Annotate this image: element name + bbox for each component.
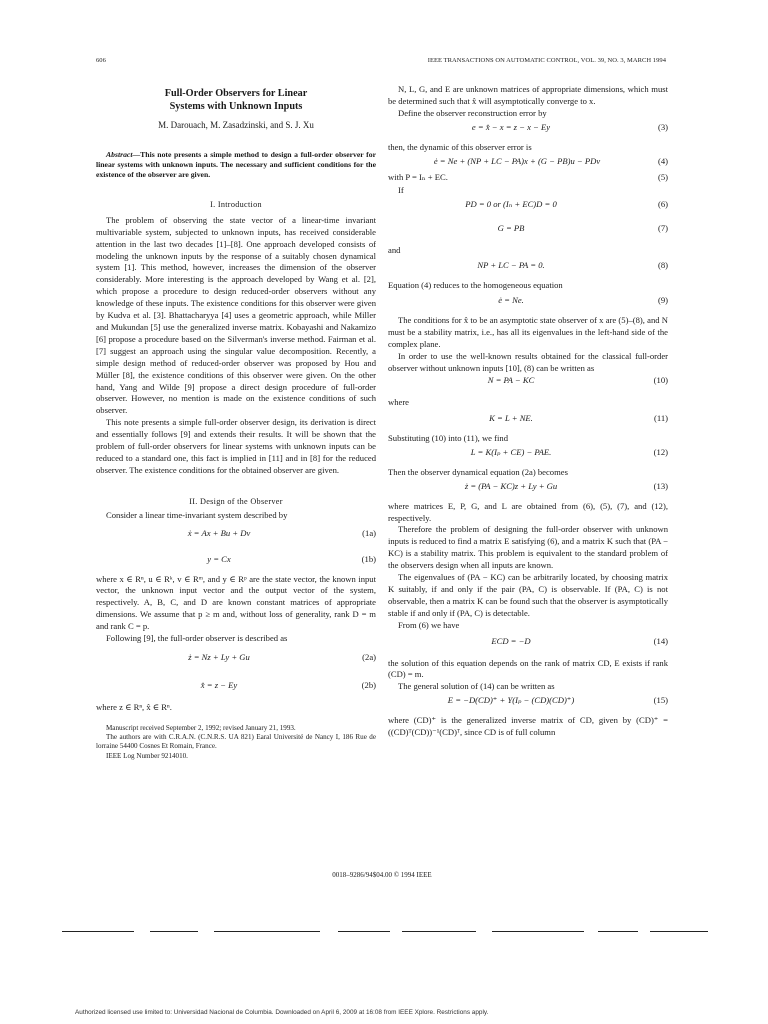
equation-expression: L = K(Iₚ + CE) − PAE. — [470, 446, 552, 457]
equation-15 — [388, 695, 668, 713]
equation-number: (15) — [653, 695, 668, 706]
intro-paragraph-2: This note presents a simple full-order observer design, its derivation is direct and essentially follows [9] and extends their results. It will be shown that the problem of full-order observers for linear systems with unknown inputs can be reduced to a standard one, this fact is implied in [11] and in [8] for the reduced observer. The existence conditions for the obtained observer are given. — [96, 417, 376, 475]
right-paragraph-16: where (CD)⁺ is the generalized inverse matrix of CD, given by (CD)⁺ = ((CD)ᵀ(CD))⁻¹(CD)ᵀ, since CD is of full column — [388, 715, 668, 738]
right-paragraph-6: The conditions for x̂ to be an asymptotic state observer of x are (5)–(8), and N must be a stability matrix, i.e., has all its eigenvalues in the left-hand side of the complex plane. — [388, 315, 668, 350]
equation-expression: NP + LC − PA = 0. — [477, 260, 545, 271]
equation-number: (5) — [657, 171, 668, 182]
equation-expression: ECD = −D — [491, 635, 531, 646]
equation-2b — [96, 680, 376, 698]
equation-8 — [388, 260, 668, 278]
equation-number: (11) — [654, 412, 668, 423]
equation-13 — [388, 481, 668, 499]
right-paragraph-7: In order to use the well-known results obtained for the classical full-order observer without unknown inputs [10], (8) can be written as — [388, 351, 668, 373]
equation-number: (9) — [657, 295, 668, 306]
equation-2a — [96, 652, 376, 670]
equation-3 — [388, 122, 668, 140]
right-paragraph-5: Equation (4) reduces to the homogeneous equation — [388, 280, 563, 291]
equation-number: (1a) — [362, 527, 376, 538]
equation-4 — [388, 156, 668, 172]
equation-expression: ė = Ne. — [498, 295, 524, 306]
footnote-manuscript: Manuscript received September 2, 1992; revised January 21, 1993. — [106, 723, 296, 732]
page-number: 606 — [96, 57, 106, 64]
right-paragraph-2: Define the observer reconstruction error by — [398, 107, 547, 118]
footnote-log: IEEE Log Number 9214010. — [106, 751, 188, 760]
right-paragraph-12: The eigenvalues of (PA − KC) can be arbitrarily located, by choosing matrix K suitably, if and only if the pair (PA, C) is observable. If (PA, C) is not observable, then a matrix K can be found such that the observer is asymptotically stable if and only if (PA, C) is detectable. — [388, 572, 668, 618]
equation-12 — [388, 447, 668, 465]
section-heading-introduction: I. Introduction — [210, 199, 262, 209]
design-paragraph-3: Following [9], the full-order observer is described as — [106, 633, 288, 644]
equation-number: (1b) — [361, 553, 376, 564]
right-paragraph-11: Therefore the problem of designing the full-order observer with unknown inputs is reduced to find a matrix E satisfying (6), and a matrix K such that (PA − KC) is a stability matrix. This problem is equivalent to the standard problem of the observers design when all inputs are known. — [388, 524, 668, 571]
equation-number: (3) — [657, 121, 668, 132]
section-heading-design: II. Design of the Observer — [189, 496, 283, 506]
right-paragraph-13: From (6) we have — [398, 619, 460, 630]
equation-expression: ė = Ne + (NP + LC − PA)x + (G − PB)u − PDv — [433, 155, 601, 166]
divider-segment — [402, 931, 476, 932]
equation-expression: ẋ = Ax + Bu + Dv — [187, 527, 251, 538]
design-paragraph-4: where z ∈ Rⁿ, x̂ ∈ Rⁿ. — [96, 702, 172, 712]
title-line-1: Full-Order Observers for Linear — [164, 88, 308, 99]
equation-number: (2a) — [362, 652, 376, 662]
divider-segment — [650, 931, 708, 932]
equation-expression: e = x̂ − x = z − x − Ey — [471, 121, 551, 132]
divider-segment — [338, 931, 390, 932]
equation-expression: ż = Nz + Ly + Gu — [188, 652, 250, 662]
intro-paragraph-1: The problem of observing the state vector of a linear-time invariant multivariable system, subjected to unknown inputs, has received considerable attention in the last two decades [1]–[8]. One approach developed consists of modeling the unknown inputs by the response of a suitably chosen dynamical system [1]. This method, however, increases the dimension of the observer considerably. More interesting is the approach developed by Wang et al. [2], which propose a procedure to design reduced-order observers without any knowledge of these inputs. The existence conditions for this observer were given by Kudva et al. [3]. Bhattacharyya [4] uses a geometric approach, while Miller and Mukundan [5] use the generalized inverse matrix. Kobayashi and Nakamizo [6] propose a procedure based on the Silverman's inverse method. Fairman et al. [7] suggest an approach using the singular value decomposition. Recently, a simple design method of reduced-order observer was proposed by Hou and Müller [8], the existence conditions of this observer were given. On the other hand, Yang and Wilde [9] propose a direct design procedure of full-order observer. However, no mention is made on the existence conditions of such observer. — [96, 214, 376, 416]
copyright-line: 0018–9286/94$04.00 © 1994 IEEE — [332, 871, 432, 879]
abstract-text: This note presents a simple method to design a full-order observer for linear systems with unknown inputs. The necessary and sufficient conditions for the existence of the observer are given. — [96, 149, 376, 179]
equation-number: (7) — [657, 222, 668, 233]
equation-expression: N = PA − KC — [487, 374, 535, 385]
equation-number: (10) — [653, 374, 668, 385]
equation-number: (2b) — [361, 680, 376, 690]
divider-segment — [214, 931, 320, 932]
right-paragraph-8: Substituting (10) into (11), we find — [388, 432, 508, 443]
right-and: and — [388, 244, 401, 255]
right-paragraph-1: N, L, G, and E are unknown matrices of appropriate dimensions, which must be determined such that x̂ will asymptotically converge to x. — [388, 84, 668, 106]
right-column — [388, 84, 668, 739]
equation-number: (13) — [653, 480, 668, 491]
abstract-label: Abstract— — [106, 149, 141, 159]
equation-expression: ż = (PA − KC)z + Ly + Gu — [464, 480, 558, 491]
footnotes — [96, 724, 376, 761]
equation-9 — [388, 295, 668, 313]
equation-number: (4) — [657, 155, 668, 166]
title-line-2: Systems with Unknown Inputs — [169, 101, 303, 112]
equation-1b — [96, 554, 376, 572]
equation-expression: y = Cx — [207, 553, 231, 564]
design-paragraph-1: Consider a linear time-invariant system described by — [106, 509, 288, 520]
equation-expression: G = PB — [497, 222, 525, 233]
equation-expression: x̂ = z − Ey — [200, 680, 238, 690]
right-where-1: where — [388, 396, 409, 407]
abstract — [96, 150, 376, 180]
equation-10 — [388, 375, 668, 393]
divider-segment — [492, 931, 584, 932]
equation-number: (14) — [653, 635, 668, 646]
equation-5-text: with P = Iₙ + EC. — [388, 171, 448, 182]
equation-7 — [388, 223, 668, 241]
equation-number: (6) — [657, 198, 668, 209]
right-paragraph-15: The general solution of (14) can be written as — [398, 681, 555, 692]
design-paragraph-2: where x ∈ Rⁿ, u ∈ Rᵏ, v ∈ Rᵐ, and y ∈ Rᵖ are the state vector, the known input vector, the unknown input vector and the output vector of the system, respectively. A, B, C, and D are known constant matrices of appropriate dimensions. We assume that p ≥ m and, without loss of generality, rank D = m and rank C = p. — [96, 573, 376, 632]
paper-title — [96, 87, 376, 113]
paper-authors: M. Darouach, M. Zasadzinski, and S. J. Xu — [158, 120, 314, 130]
right-paragraph-14: the solution of this equation depends on the rank of matrix CD, E exists if rank (CD) = m. — [388, 657, 668, 680]
equation-number: (8) — [657, 260, 668, 271]
divider-segment — [62, 931, 134, 932]
footnote-authors: The authors are with C.R.A.N. (C.N.R.S. UA 821) Earal Université de Nancy I, 186 Rue de lorraine 54400 Cosnes Et Romain, France. — [96, 733, 376, 751]
running-header: IEEE TRANSACTIONS ON AUTOMATIC CONTROL, VOL. 39, NO. 3, MARCH 1994 — [427, 57, 666, 64]
divider-segment — [150, 931, 198, 932]
equation-expression: K = L + NE. — [489, 412, 533, 423]
equation-number: (12) — [653, 446, 668, 457]
right-paragraph-9: Then the observer dynamical equation (2a) becomes — [388, 466, 568, 477]
equation-1a — [96, 528, 376, 546]
left-column — [96, 87, 376, 761]
equation-6 — [388, 199, 668, 217]
right-paragraph-3: then, the dynamic of this observer error is — [388, 141, 532, 152]
equation-14 — [388, 636, 668, 654]
right-paragraph-10: where matrices E, P, G, and L are obtained from (6), (5), (7), and (12), respectively. — [388, 500, 668, 523]
equation-5-line — [388, 172, 668, 185]
equation-11 — [388, 413, 668, 431]
equation-expression: PD = 0 or (Iₙ + EC)D = 0 — [465, 198, 557, 209]
right-if: If — [398, 184, 404, 195]
divider-segment — [598, 931, 638, 932]
authorized-use-notice: Authorized licensed use limited to: Universidad Nacional de Columbia. Downloaded on April 6, 2009 at 16:08 from IEEE Xplore. Restrictions apply. — [75, 1009, 489, 1016]
equation-expression: E = −D(CD)⁺ + Y(Iₚ − (CD)(CD)⁺) — [447, 695, 575, 706]
